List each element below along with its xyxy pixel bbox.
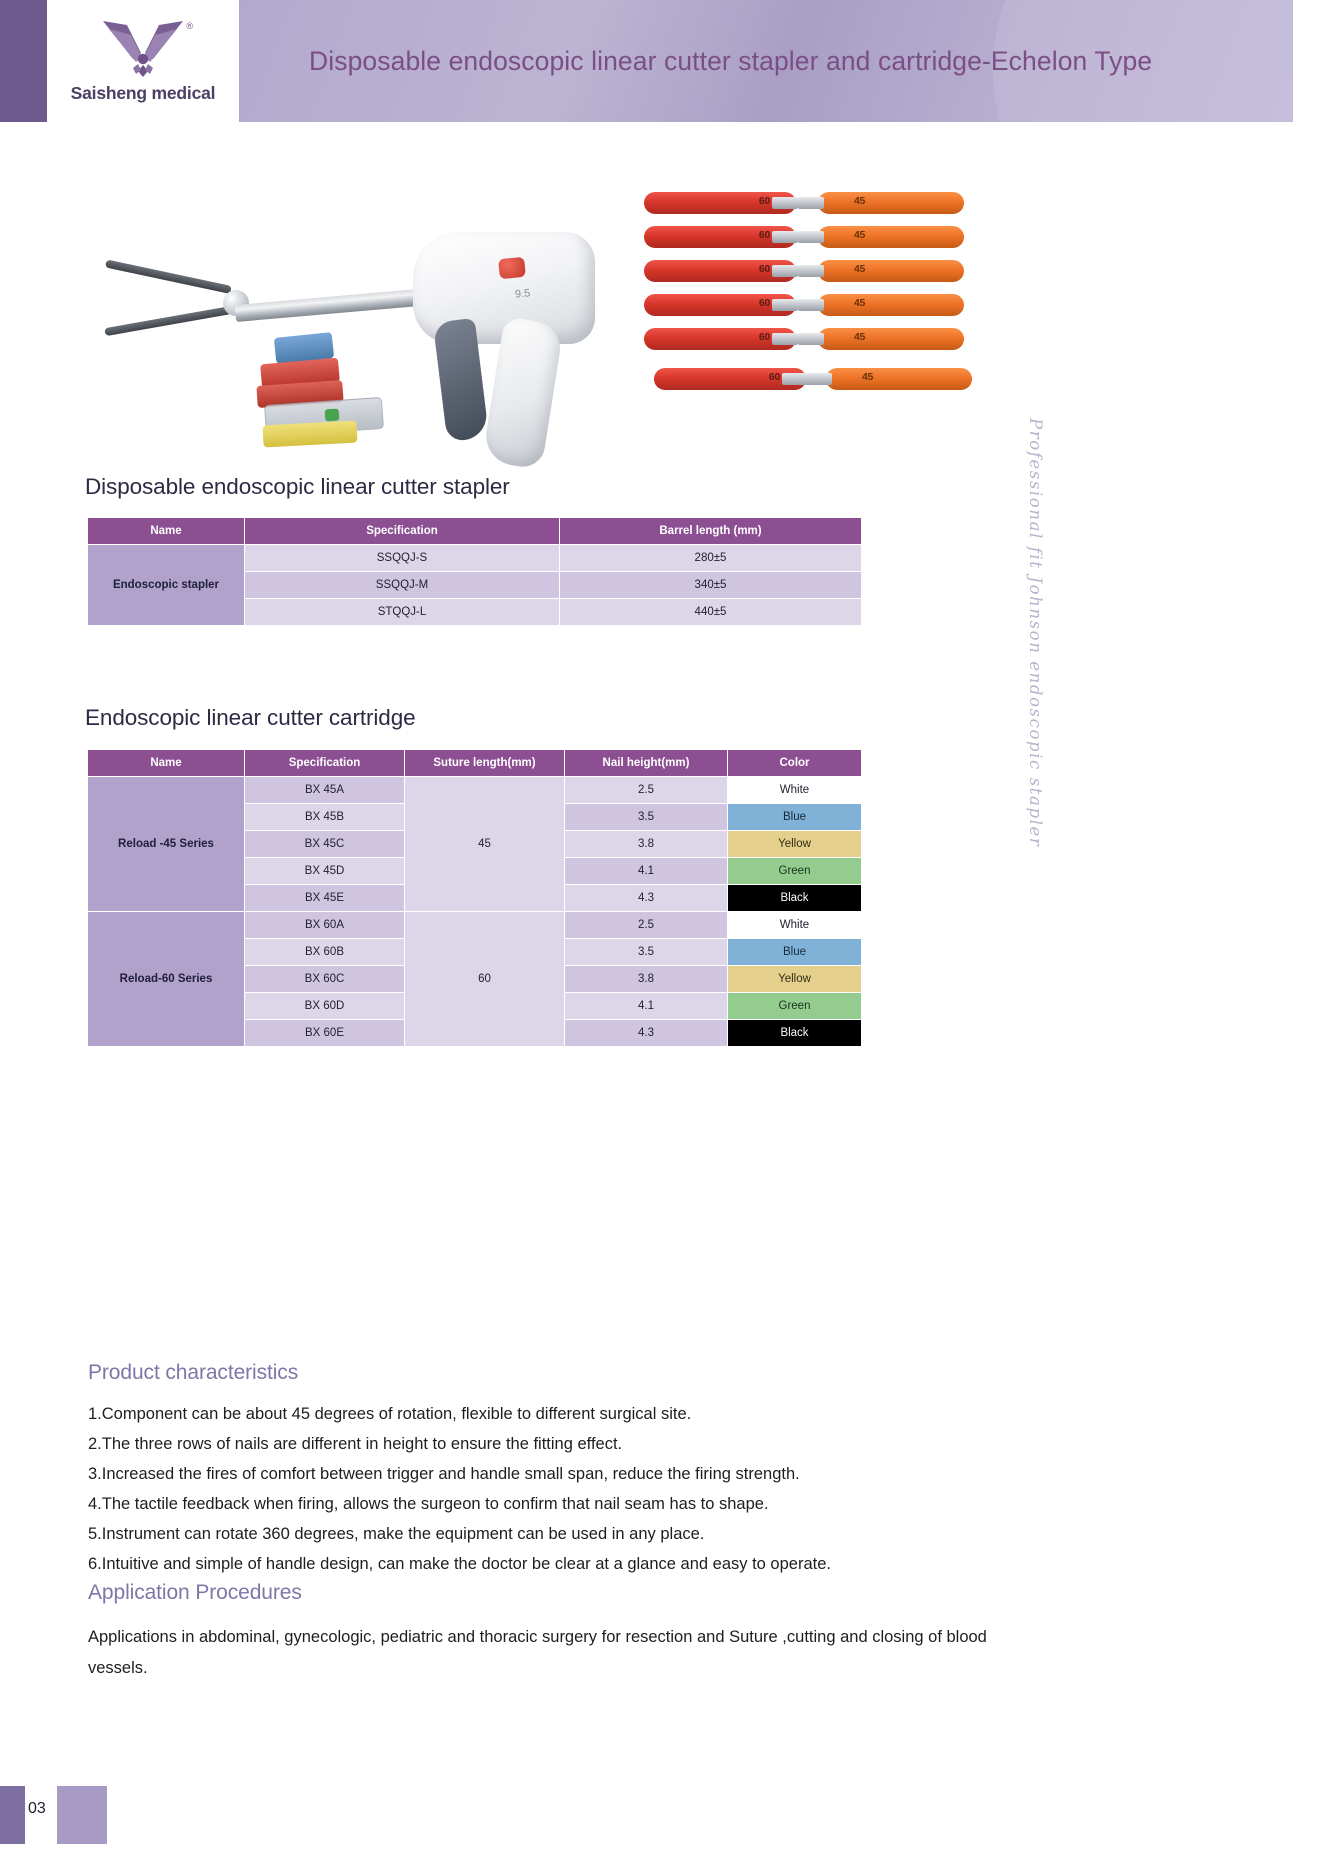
stapler-release-button	[498, 257, 526, 280]
cell-product-name: Endoscopic stapler	[88, 545, 245, 626]
table-header-row	[88, 750, 862, 777]
cell-specification: SSQQJ-S	[245, 545, 560, 572]
reload-item: 60	[644, 328, 796, 350]
cell-nail-height: 3.5	[565, 804, 728, 831]
characteristic-item: 4.The tactile feedback when firing, allows the surgeon to confirm that nail seam has to shape.	[88, 1495, 769, 1513]
cell-color: Green	[728, 993, 862, 1020]
brand-name: Saisheng medical	[70, 82, 216, 103]
cell-nail-height: 3.8	[565, 831, 728, 858]
page-number: 03	[28, 1800, 46, 1817]
reload-item: 60	[644, 294, 796, 316]
cell-color: Black	[728, 885, 862, 912]
column-header-barrel-length: Barrel length (mm)	[560, 518, 862, 545]
footer-accent-bar	[0, 1786, 25, 1844]
cell-color: Yellow	[728, 831, 862, 858]
table-row	[88, 912, 862, 939]
reload-item: 45	[818, 294, 964, 316]
cartridge-specification-table	[87, 749, 862, 1047]
cell-nail-height: 2.5	[565, 777, 728, 804]
cell-specification: STQQJ-L	[245, 599, 560, 626]
cartridge-section-heading: Endoscopic linear cutter cartridge	[85, 705, 416, 730]
reload-item: 45	[818, 328, 964, 350]
cell-color: Black	[728, 1020, 862, 1047]
reload-cartridges-photo	[640, 170, 970, 420]
cell-nail-height: 2.5	[565, 912, 728, 939]
cell-group-name: Reload -45 Series	[88, 777, 245, 912]
characteristic-item: 5.Instrument can rotate 360 degrees, make the equipment can be used in any place.	[88, 1525, 705, 1543]
cell-specification: BX 45C	[245, 831, 405, 858]
cartridge-pile-photo	[175, 335, 395, 450]
reload-item: 45	[818, 260, 964, 282]
characteristic-item: 2.The three rows of nails are different in height to ensure the fitting effect.	[88, 1435, 623, 1453]
cell-specification: SSQQJ-M	[245, 572, 560, 599]
cell-specification: BX 60A	[245, 912, 405, 939]
application-procedures-heading: Application Procedures	[88, 1581, 302, 1604]
wings-logo-icon	[97, 19, 193, 81]
product-characteristics-heading: Product characteristics	[88, 1361, 299, 1384]
column-header-name: Name	[88, 518, 245, 545]
column-header-suture-length: Suture length(mm)	[405, 750, 565, 777]
reload-item: 60	[644, 226, 796, 248]
page-header	[0, 0, 1293, 122]
cell-nail-height: 4.1	[565, 993, 728, 1020]
column-header-name: Name	[88, 750, 245, 777]
stapler-section-heading: Disposable endoscopic linear cutter stapler	[85, 474, 510, 499]
characteristic-item: 3.Increased the fires of comfort between trigger and handle small span, reduce the firing strength.	[88, 1465, 800, 1483]
registered-trademark-icon: ®	[186, 20, 193, 31]
reload-item: 45	[818, 192, 964, 214]
cell-color: Green	[728, 858, 862, 885]
table-row	[88, 545, 862, 572]
column-header-specification: Specification	[245, 518, 560, 545]
cell-color: White	[728, 777, 862, 804]
characteristic-item: 1.Component can be about 45 degrees of rotation, flexible to different surgical site.	[88, 1405, 692, 1423]
cell-barrel-length: 280±5	[560, 545, 862, 572]
cell-specification: BX 60B	[245, 939, 405, 966]
column-header-nail-height: Nail height(mm)	[565, 750, 728, 777]
page-title-bar	[239, 0, 1293, 122]
cell-nail-height: 4.3	[565, 1020, 728, 1047]
reload-item: 45	[818, 226, 964, 248]
stapler-product-photo	[95, 170, 655, 450]
cell-specification: BX 45E	[245, 885, 405, 912]
cell-group-name: Reload-60 Series	[88, 912, 245, 1047]
column-header-specification: Specification	[245, 750, 405, 777]
reload-item: 60	[644, 192, 796, 214]
cell-specification: BX 60E	[245, 1020, 405, 1047]
decorative-script-watermark: Professional fit Johnson endoscopic stapler	[1026, 418, 1045, 848]
reload-item: 60	[644, 260, 796, 282]
cell-color: Blue	[728, 804, 862, 831]
stapler-dial-label: 9.5	[514, 287, 531, 301]
brand-logo	[47, 0, 239, 122]
cell-barrel-length: 440±5	[560, 599, 862, 626]
cell-color: White	[728, 912, 862, 939]
cell-nail-height: 3.5	[565, 939, 728, 966]
cell-barrel-length: 340±5	[560, 572, 862, 599]
table-row	[88, 777, 862, 804]
footer-accent-block	[57, 1786, 107, 1844]
cell-color: Yellow	[728, 966, 862, 993]
cell-nail-height: 4.1	[565, 858, 728, 885]
page-title: Disposable endoscopic linear cutter stapler and cartridge-Echelon Type	[309, 45, 1153, 76]
cell-specification: BX 60D	[245, 993, 405, 1020]
cell-specification: BX 45D	[245, 858, 405, 885]
table-header-row	[88, 518, 862, 545]
cell-specification: BX 60C	[245, 966, 405, 993]
cell-nail-height: 4.3	[565, 885, 728, 912]
reload-item: 45	[826, 368, 972, 390]
cell-suture-length: 60	[405, 912, 565, 1047]
cell-specification: BX 45B	[245, 804, 405, 831]
characteristic-item: 6.Intuitive and simple of handle design, can make the doctor be clear at a glance and easy to operate.	[88, 1555, 831, 1573]
column-header-color: Color	[728, 750, 862, 777]
reload-item: 60	[654, 368, 806, 390]
cell-nail-height: 3.8	[565, 966, 728, 993]
cell-suture-length: 45	[405, 777, 565, 912]
application-procedures-text: Applications in abdominal, gynecologic, pediatric and thoracic surgery for resection and Suture ,cutting and closing of blood vessels.	[88, 1628, 987, 1677]
stapler-specification-table	[87, 517, 862, 626]
product-photo-area	[0, 150, 1323, 450]
cell-color: Blue	[728, 939, 862, 966]
cell-specification: BX 45A	[245, 777, 405, 804]
